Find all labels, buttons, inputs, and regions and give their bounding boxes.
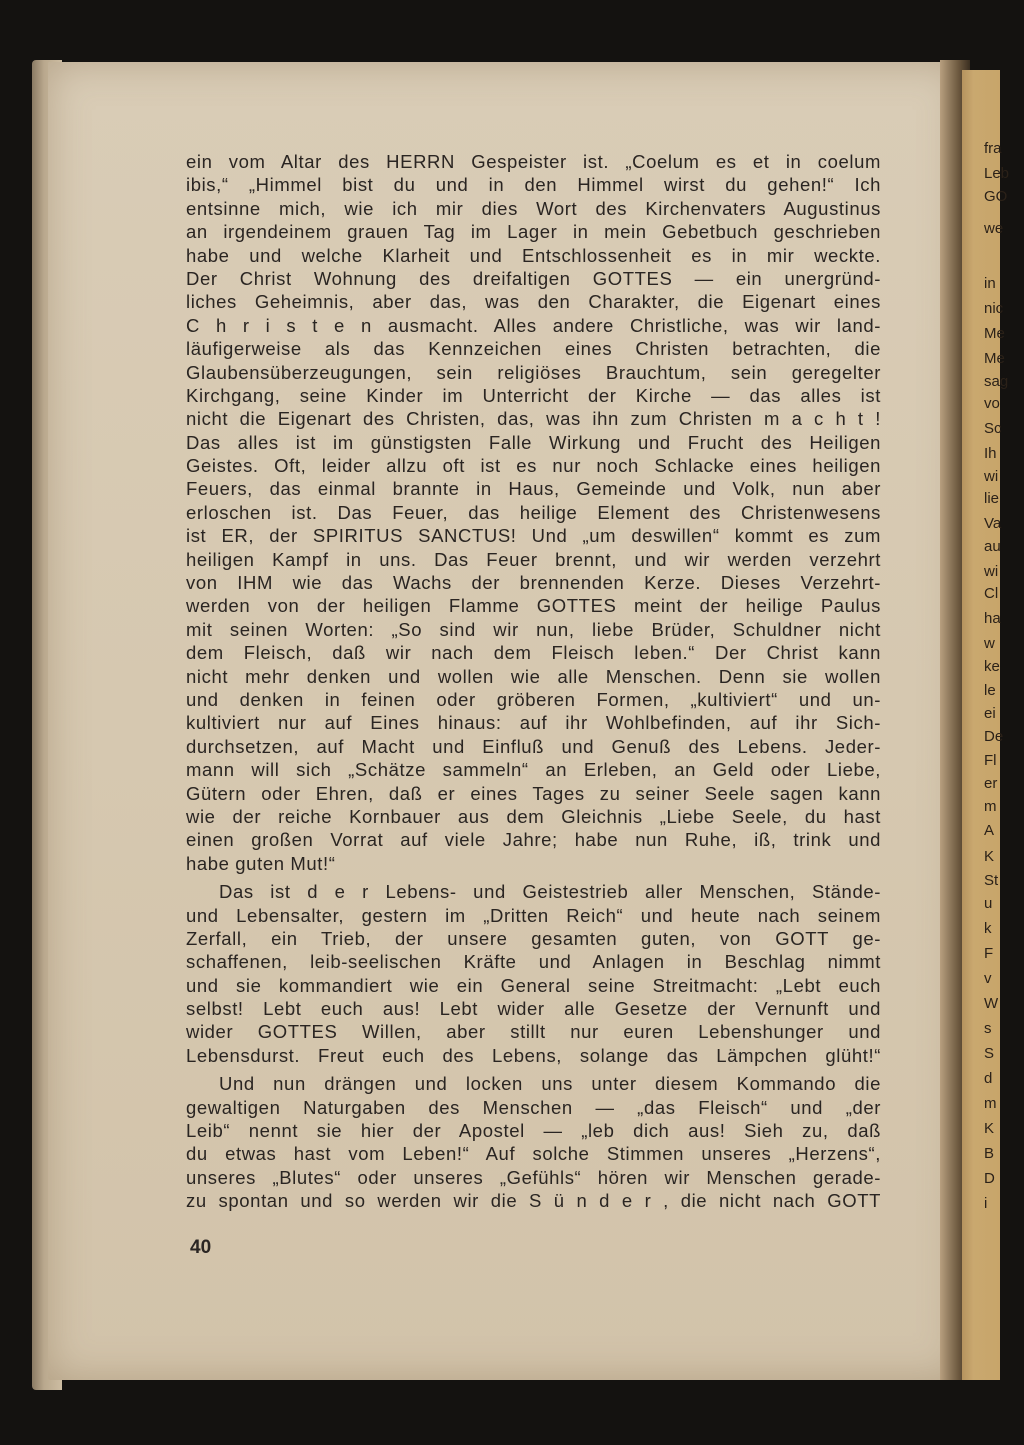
text-line: kultiviert nur auf Eines hinaus: auf ihr Wohlbefinden, auf ihr Sich- bbox=[186, 712, 881, 734]
text-line: von IHM wie das Wachs der brennenden Kerze. Dieses Verzehrt- bbox=[186, 572, 881, 594]
text-line: Zerfall, ein Trieb, der unsere gesamten guten, von GOTT ge- bbox=[186, 927, 881, 949]
next-page-fragment: De bbox=[984, 728, 1004, 745]
page-number: 40 bbox=[190, 1237, 212, 1258]
text-line: liches Geheimnis, aber das, was den Charakter, die Eigenart eines bbox=[186, 291, 881, 313]
paragraph-1 bbox=[186, 150, 881, 875]
next-page-fragment: W bbox=[984, 995, 999, 1012]
text-line: Gütern oder Ehren, daß er eines Tages zu seiner Seele sagen kann bbox=[186, 782, 881, 804]
next-page-fragment: Ih bbox=[984, 445, 997, 462]
text-line: mann will sich „Schätze sammeln“ an Erleben, an Geld oder Liebe, bbox=[186, 759, 881, 781]
text-line: du etwas hast vom Leben!“ Auf solche Stimmen unseres „Herzens“, bbox=[186, 1143, 881, 1165]
next-page-fragment: er bbox=[984, 775, 998, 792]
text-line: läufigerweise als das Kennzeichen eines Christen betrachten, die bbox=[186, 338, 881, 360]
next-page-fragment: lie bbox=[984, 490, 1000, 507]
text-line: Das alles ist im günstigsten Falle Wirkung und Frucht des Heiligen bbox=[186, 431, 881, 453]
next-page-fragment: wi bbox=[984, 468, 999, 485]
next-page-fragment: A bbox=[984, 822, 995, 839]
next-page-fragment: GO bbox=[984, 188, 1008, 205]
text-line: heiligen Kampf in uns. Das Feuer brennt, und wir werden verzehrt bbox=[186, 548, 881, 570]
text-line: wider GOTTES Willen, aber stillt nur euren Lebenshunger und bbox=[186, 1021, 881, 1043]
text-line: C h r i s t e n ausmacht. Alles andere Christliche, was wir land- bbox=[186, 314, 881, 336]
next-page-fragment: K bbox=[984, 1120, 995, 1137]
next-page-fragment: u bbox=[984, 895, 993, 912]
next-page-fragment: in bbox=[984, 275, 996, 292]
next-page-fragment: sag bbox=[984, 373, 1009, 390]
next-page-fragment: ei bbox=[984, 705, 996, 722]
text-line: ist ER, der SPIRITUS SANCTUS! Und „um deswillen“ kommt es zum bbox=[186, 525, 881, 547]
next-page-fragment: D bbox=[984, 1170, 995, 1187]
text-line: und denken in feinen oder gröberen Formen, „kultiviert“ und un- bbox=[186, 688, 881, 710]
text-line: habe und welche Klarheit und Entschlossenheit es in mir weckte. bbox=[186, 244, 881, 266]
next-page-fragment: Me bbox=[984, 350, 1005, 367]
next-page-fragment: S bbox=[984, 1045, 995, 1062]
paragraph-3 bbox=[186, 1072, 881, 1212]
next-page-fragment: k bbox=[984, 920, 992, 937]
next-page-fragment: nic bbox=[984, 300, 1004, 317]
text-line: selbst! Lebt euch aus! Lebt wider alle Gesetze der Vernunft und bbox=[186, 998, 881, 1020]
text-line: gewaltigen Naturgaben des Menschen — „das Fleisch“ und „der bbox=[186, 1096, 881, 1118]
text-line: dem Fleisch, daß wir nach dem Fleisch leben.“ Der Christ kann bbox=[186, 642, 881, 664]
next-page-fragment: ha bbox=[984, 610, 1001, 627]
body-text bbox=[186, 150, 881, 1213]
text-line: Geistes. Oft, leider allzu oft ist es nur noch Schlacke eines heiligen bbox=[186, 455, 881, 477]
text-line: wie der reiche Kornbauer aus dem Gleichnis „Liebe Seele, du hast bbox=[186, 805, 881, 827]
text-line: durchsetzen, auf Macht und Einfluß und Genuß des Lebens. Jeder- bbox=[186, 735, 881, 757]
text-line: Feuers, das einmal brannte in Haus, Gemeinde und Volk, nun aber bbox=[186, 478, 881, 500]
next-page-edge bbox=[962, 70, 1010, 1380]
text-line: zu spontan und so werden wir die S ü n d e r , die nicht nach GOTT bbox=[186, 1190, 881, 1212]
next-page-fragment: wi bbox=[984, 563, 999, 580]
text-line: Das ist d e r Lebens- und Geistestrieb aller Menschen, Stände- bbox=[219, 881, 881, 903]
text-line: unseres „Blutes“ oder unseres „Gefühls“ hören wir Menschen gerade- bbox=[186, 1166, 881, 1188]
next-page-fragment: Va bbox=[984, 515, 1002, 532]
next-page-fragment: d bbox=[984, 1070, 993, 1087]
text-line: Kirchgang, seine Kinder im Unterricht der Kirche — das alles ist bbox=[186, 384, 881, 406]
next-page-fragment: au bbox=[984, 538, 1001, 555]
text-line: Lebensdurst. Freut euch des Lebens, solange das Lämpchen glüht!“ bbox=[186, 1044, 881, 1066]
next-page-fragment: v bbox=[984, 970, 992, 987]
next-page-fragment: Fl bbox=[984, 752, 997, 769]
text-line: werden von der heiligen Flamme GOTTES meint der heilige Paulus bbox=[186, 595, 881, 617]
text-line: entsinne mich, wie ich mir dies Wort des Kirchenvaters Augustinus bbox=[186, 197, 881, 219]
text-line: und sie kommandiert wie ein General seine Streitmacht: „Lebt euch bbox=[186, 974, 881, 996]
next-page-fragment: K bbox=[984, 848, 995, 865]
text-line: habe guten Mut!“ bbox=[186, 852, 336, 874]
next-page-fragment: F bbox=[984, 945, 994, 962]
text-line: nicht mehr denken und wollen wie alle Menschen. Denn sie wollen bbox=[186, 665, 881, 687]
text-line: und Lebensalter, gestern im „Dritten Reich“ und heute nach seinem bbox=[186, 904, 881, 926]
next-page-fragment: St bbox=[984, 872, 999, 889]
text-line: Leib“ nennt sie hier der Apostel — „leb dich aus! Sieh zu, daß bbox=[186, 1120, 881, 1142]
next-page-fragment: ke bbox=[984, 658, 1000, 675]
text-line: ibis,“ „Himmel bist du und in den Himmel wirst du gehen!“ Ich bbox=[186, 174, 881, 196]
text-line: nicht die Eigenart des Christen, das, was ihn zum Christen m a c h t ! bbox=[186, 408, 881, 430]
next-page-fragment: Cl bbox=[984, 585, 999, 602]
text-line: ein vom Altar des HERRN Gespeister ist. „Coelum es et in coelum bbox=[186, 151, 881, 172]
text-line: an irgendeinem grauen Tag im Lager in mein Gebetbuch geschrieben bbox=[186, 221, 881, 243]
next-page-fragment: vo bbox=[984, 395, 1000, 412]
next-page-fragment: Sc bbox=[984, 420, 1002, 437]
text-line: Und nun drängen und locken uns unter diesem Kommando die bbox=[219, 1073, 881, 1095]
next-page-fragment: B bbox=[984, 1145, 995, 1162]
next-page-fragment: i bbox=[984, 1195, 988, 1212]
text-line: Der Christ Wohnung des dreifaltigen GOTTES — ein unergründ- bbox=[186, 267, 881, 289]
next-page-fragment: Me bbox=[984, 325, 1005, 342]
text-line: einen großen Vorrat auf viele Jahre; habe nun Ruhe, iß, trink und bbox=[186, 829, 881, 851]
next-page-fragment: m bbox=[984, 798, 997, 815]
next-page-fragment: Leb bbox=[984, 165, 1010, 182]
next-page-fragment: we bbox=[984, 220, 1004, 237]
next-page-fragment: m bbox=[984, 1095, 997, 1112]
next-page-fragment: w bbox=[984, 635, 995, 652]
text-line: erloschen ist. Das Feuer, das heilige Element des Christenwesens bbox=[186, 501, 881, 523]
paragraph-2 bbox=[186, 880, 881, 1067]
next-page-fragment: fra bbox=[984, 140, 1002, 157]
next-page-fragment: le bbox=[984, 682, 996, 699]
text-line: schaffenen, leib-seelischen Kräfte und Anlagen in Beschlag nimmt bbox=[186, 951, 881, 973]
text-line: Glaubensüberzeugungen, sein religiöses Brauchtum, sein geregelter bbox=[186, 361, 881, 383]
text-line: mit seinen Worten: „So sind wir nun, liebe Brüder, Schuldner nicht bbox=[186, 618, 881, 640]
next-page-fragment: s bbox=[984, 1020, 992, 1037]
